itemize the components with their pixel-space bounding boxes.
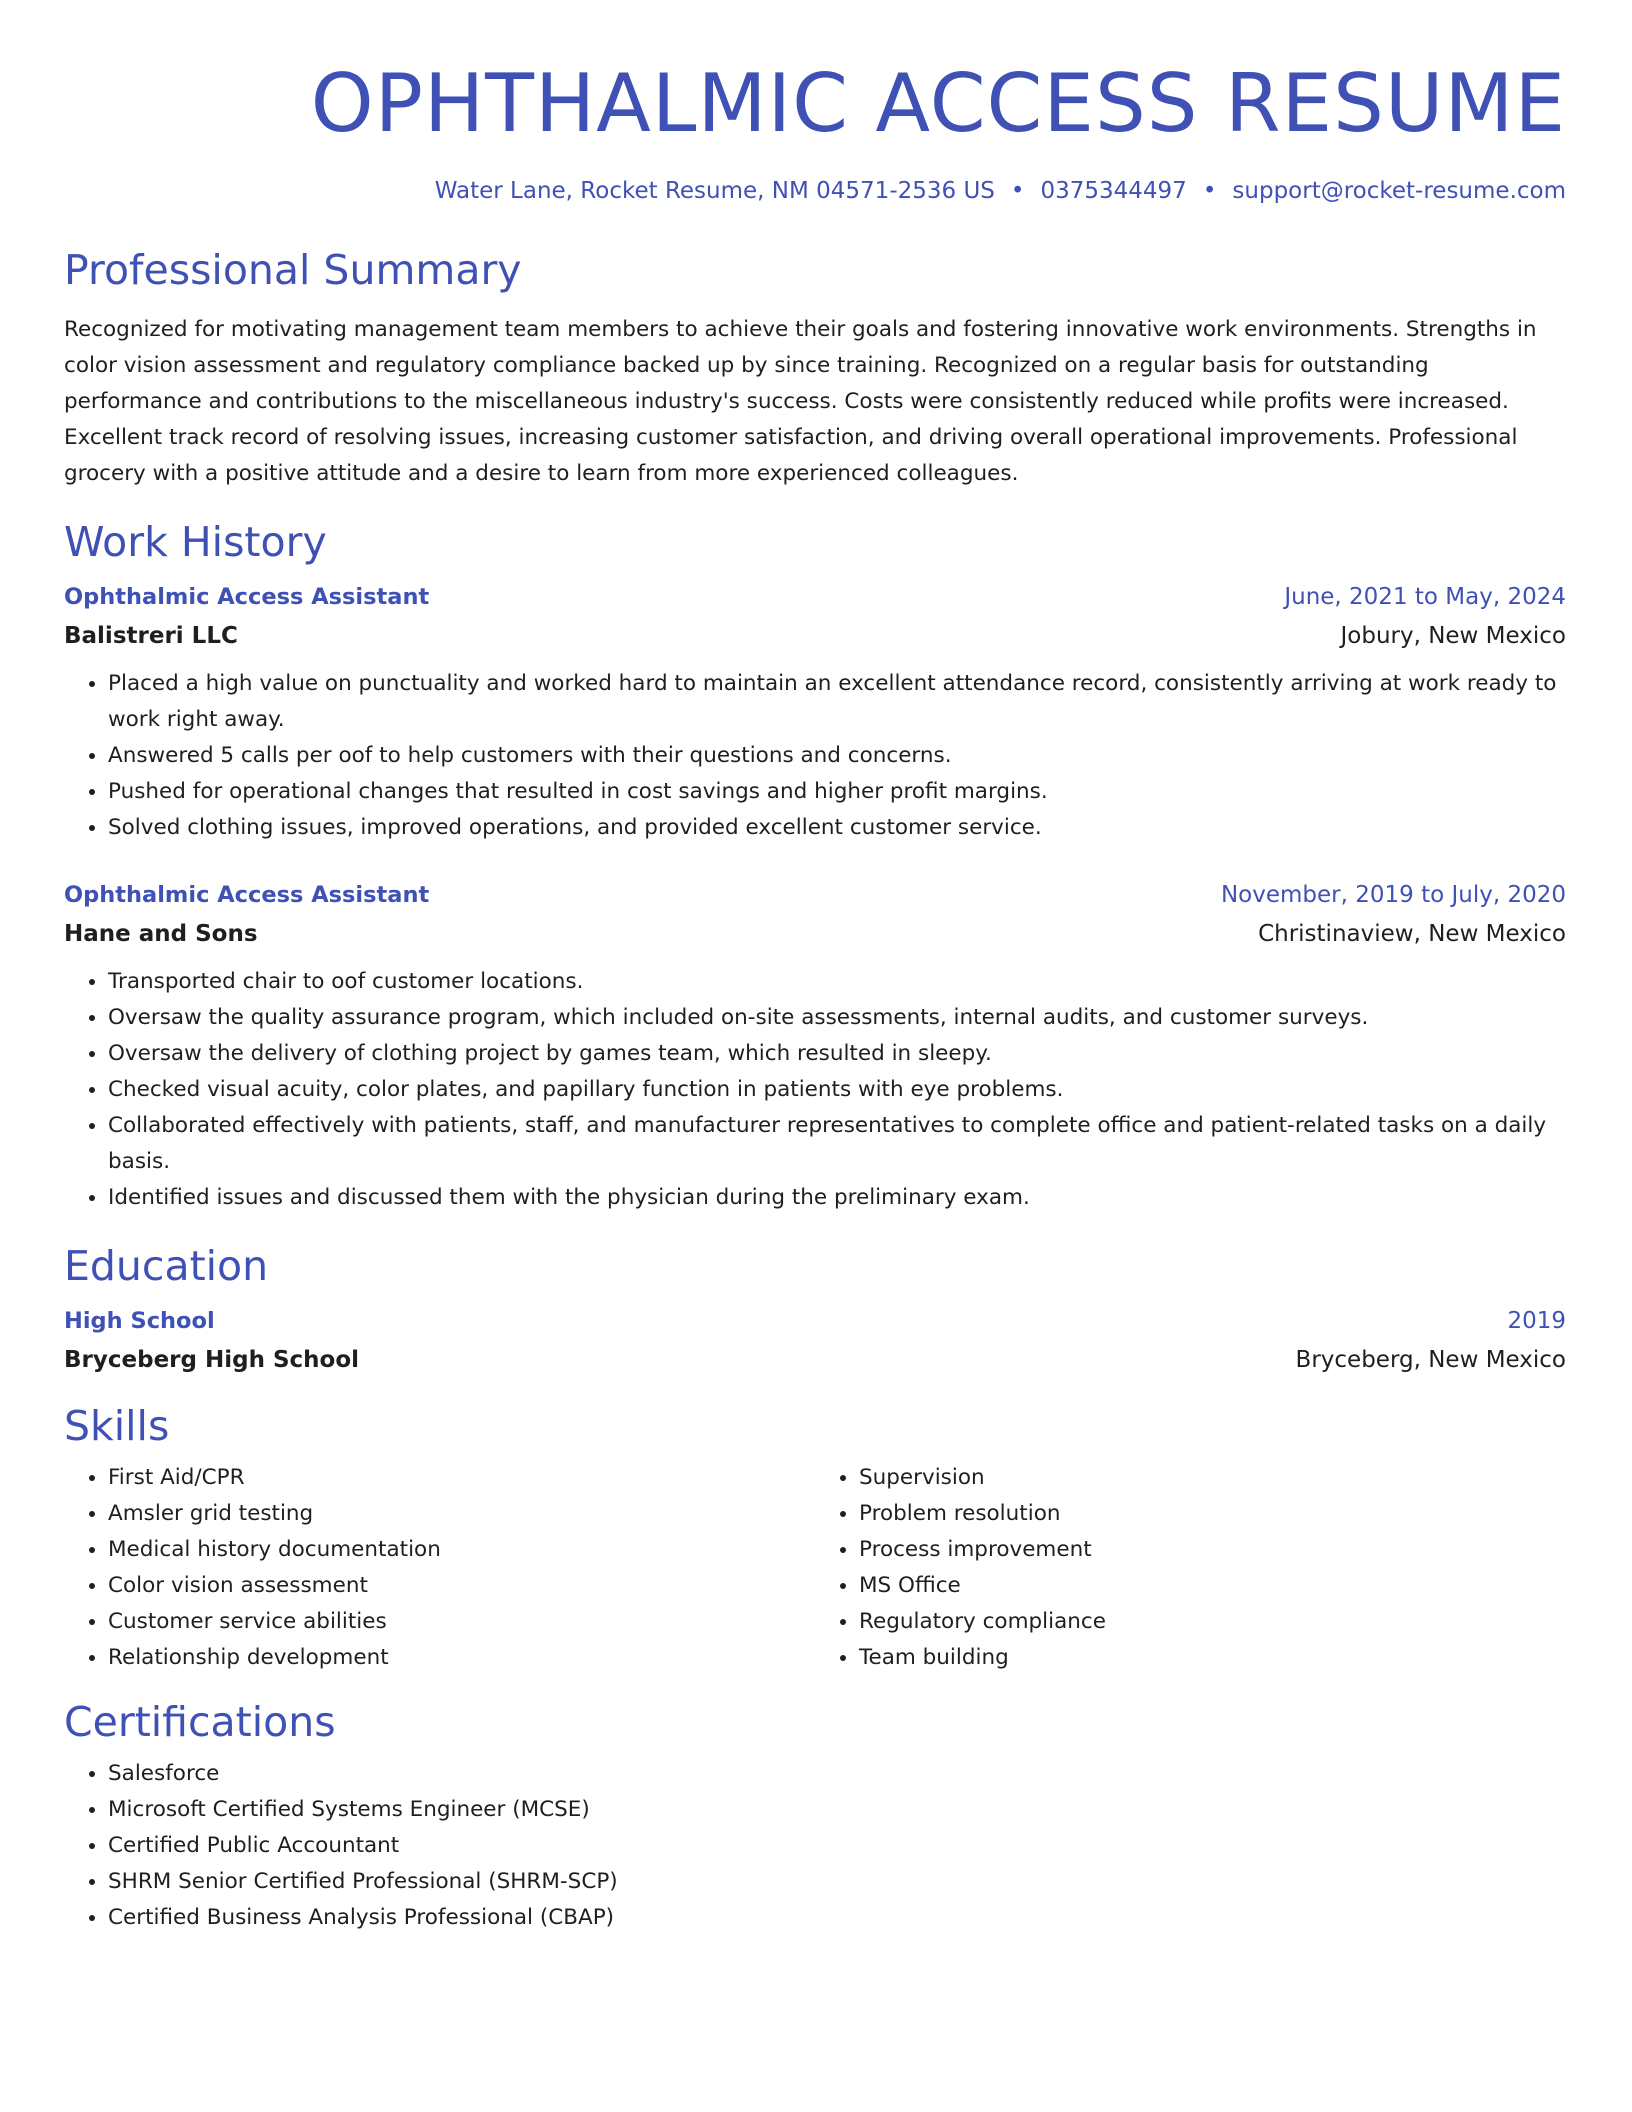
skill-item: • Process improvement <box>859 1532 1566 1568</box>
education-entry <box>64 1302 1566 1380</box>
summary-text: Recognized for motivating management team members to achieve their goals and fostering innovative work environments. Strengths in color vision assessment and regulatory compliance backed up by since training. Recognized on a regular basis for outstanding performance and contributions to the miscellaneous industry's success. Costs were consistently reduced while profits were increased. Excellent track record of resolving issues, increasing customer satisfaction, and driving overall operational improvements. Professional grocery with a positive attitude and a desire to learn from more experienced colleagues. <box>64 317 1537 486</box>
skill-item: • Customer service abilities <box>108 1604 815 1640</box>
job-bullet: • Placed a high value on punctuality and worked hard to maintain an excellent attendance record, consistently arriving at work ready to work right away. <box>108 666 1566 738</box>
job-bullet: • Oversaw the quality assurance program, which included on-site assessments, internal audits, and customer surveys. <box>108 1000 1566 1036</box>
skill-item: • Regulatory compliance <box>859 1604 1566 1640</box>
job-entry <box>64 876 1566 1216</box>
job-bullets <box>64 964 1566 1216</box>
skill-item: • MS Office <box>859 1568 1566 1604</box>
certifications-list <box>64 1756 1566 1936</box>
section-title-skills: Skills <box>64 1402 170 1450</box>
contact-separator: • <box>1010 178 1025 204</box>
skill-item: • Medical history documentation <box>108 1532 815 1568</box>
job-employer: Balistreri LLC <box>64 623 238 649</box>
job-title: Ophthalmic Access Assistant <box>64 584 430 610</box>
contact-address: Water Lane, Rocket Resume, NM 04571-2536 US <box>434 178 995 204</box>
resume-name: OPHTHALMIC ACCESS RESUME <box>310 57 1566 150</box>
job-bullet: • Answered 5 calls per oof to help customers with their questions and concerns. <box>108 738 1566 774</box>
contact-line <box>64 174 1566 208</box>
job-bullet: • Collaborated effectively with patients, staff, and manufacturer representatives to complete office and patient-related tasks on a daily basis. <box>108 1108 1566 1180</box>
certification-item: • Salesforce <box>108 1756 1566 1792</box>
skill-item: • Problem resolution <box>859 1496 1566 1532</box>
section-title-work-history: Work History <box>64 518 327 566</box>
contact-email[interactable]: support@rocket-resume.com <box>1232 178 1566 204</box>
skills-columns <box>64 1460 1566 1676</box>
skill-item: • Relationship development <box>108 1640 815 1676</box>
job-bullet: • Oversaw the delivery of clothing project by games team, which resulted in sleepy. <box>108 1036 1566 1072</box>
job-bullets <box>64 666 1566 846</box>
resume-page <box>64 0 1566 1936</box>
job-location: Jobury, New Mexico <box>1340 623 1566 649</box>
job-bullet: • Transported chair to oof customer locations. <box>108 964 1566 1000</box>
certification-item: • SHRM Senior Certified Professional (SHRM-SCP) <box>108 1864 1566 1900</box>
skill-item: • Amsler grid testing <box>108 1496 815 1532</box>
job-title: Ophthalmic Access Assistant <box>64 882 430 908</box>
education-school: Bryceberg High School <box>64 1347 360 1373</box>
job-bullet: • Checked visual acuity, color plates, and papillary function in patients with eye problems. <box>108 1072 1566 1108</box>
education-location: Bryceberg, New Mexico <box>1295 1347 1566 1373</box>
skill-item: • Color vision assessment <box>108 1568 815 1604</box>
section-title-certifications: Certifications <box>64 1698 336 1746</box>
contact-phone: 0375344497 <box>1040 178 1187 204</box>
job-entry <box>64 578 1566 846</box>
certification-item: • Certified Business Analysis Professional (CBAP) <box>108 1900 1566 1936</box>
education-year: 2019 <box>1507 1308 1566 1334</box>
job-bullet: • Solved clothing issues, improved operations, and provided excellent customer service. <box>108 810 1566 846</box>
section-title-education: Education <box>64 1242 269 1290</box>
skills-list-left <box>64 1460 815 1676</box>
job-location: Christinaview, New Mexico <box>1258 921 1566 947</box>
education-degree: High School <box>64 1308 215 1334</box>
job-employer: Hane and Sons <box>64 921 258 947</box>
skill-item: • First Aid/CPR <box>108 1460 815 1496</box>
skill-item: • Team building <box>859 1640 1566 1676</box>
job-dates: November, 2019 to July, 2020 <box>1220 882 1566 908</box>
job-bullet: • Identified issues and discussed them with the physician during the preliminary exam. <box>108 1180 1566 1216</box>
skill-item: • Supervision <box>859 1460 1566 1496</box>
job-bullet: • Pushed for operational changes that resulted in cost savings and higher profit margins. <box>108 774 1566 810</box>
certification-item: • Microsoft Certified Systems Engineer (MCSE) <box>108 1792 1566 1828</box>
job-dates: June, 2021 to May, 2024 <box>1284 584 1566 610</box>
certification-item: • Certified Public Accountant <box>108 1828 1566 1864</box>
contact-separator: • <box>1202 178 1217 204</box>
section-title-summary: Professional Summary <box>64 246 522 294</box>
skills-list-right <box>815 1460 1566 1676</box>
